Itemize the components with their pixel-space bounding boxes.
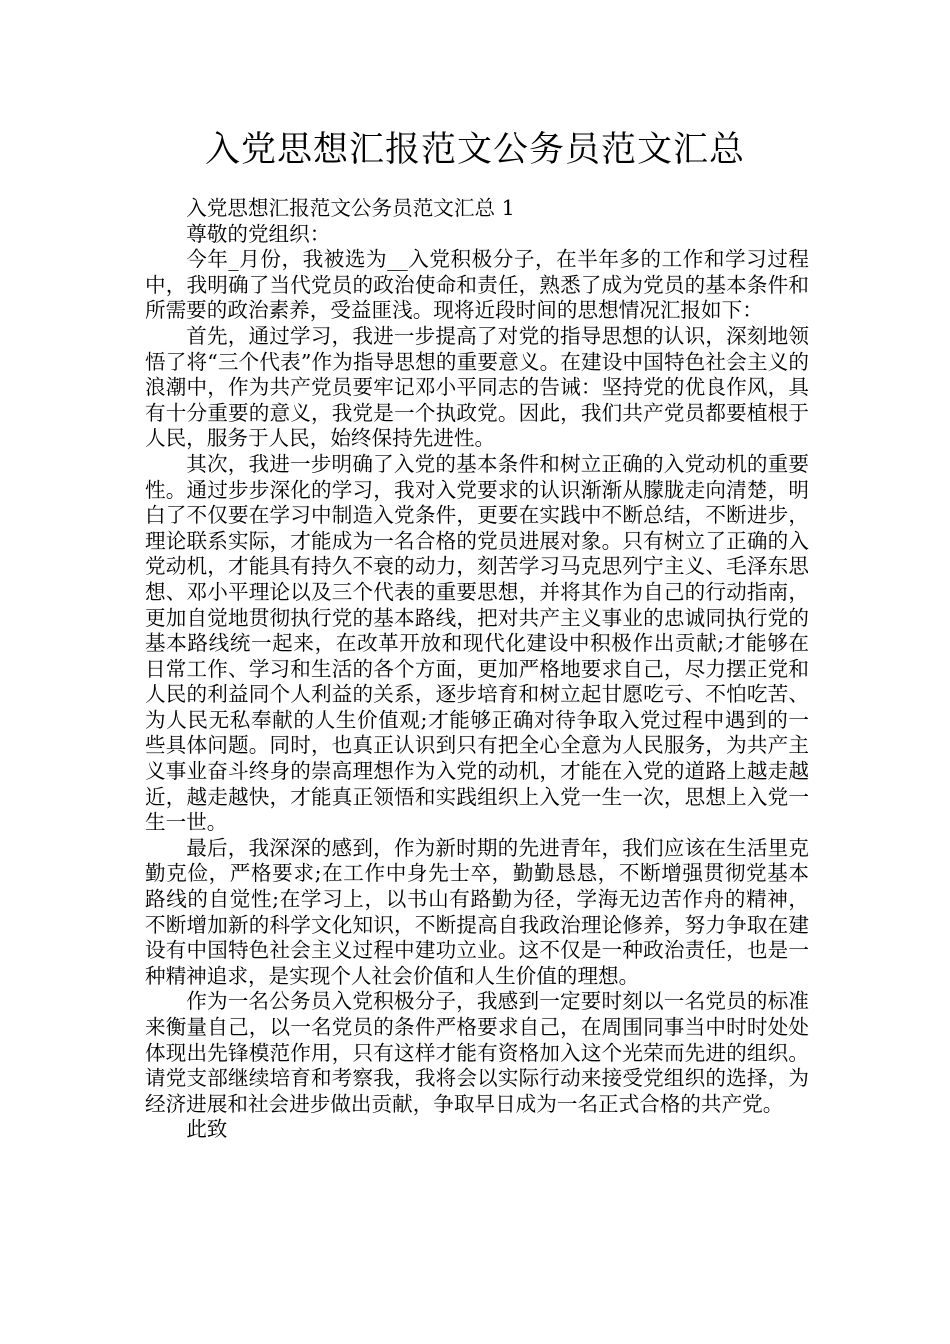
paragraph-2: 首先，通过学习，我进一步提高了对党的指导思想的认识，深刻地领悟了将“三个代表”作为指导思想的重要意义。在建设中国特色社会主义的浪潮中，作为共产党员要牢记邓小平同志的告诫：坚持党的优良作风，具有十分重要的意义，我党是一个执政党。因此，我们共产党员都要植根于人民，服务于人民，始终保持先进性。: [145, 323, 809, 451]
subtitle-line: 入党思想汇报范文公务员范文汇总 1: [186, 196, 515, 220]
paragraph-1: 今年_月份，我被选为__入党积极分子，在半年多的工作和学习过程中，我明确了当代党员的政治使命和责任，熟悉了成为党员的基本条件和所需要的政治素养，受益匪浅。现将近段时间的思想情况汇报如下：: [145, 247, 809, 323]
paragraph-4: 最后，我深深的感到，作为新时期的先进青年，我们应该在生活里克勤克俭，严格要求;在工作中身先士卒，勤勤恳恳，不断增强贯彻党基本路线的自觉性;在学习上，以书山有路勤为径，学海无边苦作舟的精神，不断增加新的科学文化知识，不断提高自我政治理论修养，努力争取在建设有中国特色社会主义过程中建功立业。这不仅是一种政治责任，也是一种精神追求，是实现个人社会价值和人生价值的理想。: [145, 835, 809, 988]
document-title: 入党思想汇报范文公务员范文汇总: [204, 130, 745, 170]
salutation: 尊敬的党组织：: [186, 221, 331, 246]
document-body: [145, 196, 809, 1143]
paragraph-3: 其次，我进一步明确了入党的基本条件和树立正确的入党动机的重要性。通过步步深化的学习，我对入党要求的认识渐渐从朦胧走向清楚，明白了不仅要在学习中制造入党条件，更要在实践中不断总结，不断进步，理论联系实际，才能成为一名合格的党员进展对象。只有树立了正确的入党动机，才能具有持久不衰的动力，刻苦学习马克思列宁主义、毛泽东思想、邓小平理论以及三个代表的重要思想，并将其作为自己的行动指南，更加自觉地贯彻执行党的基本路线，把对共产主义事业的忠诚同执行党的基本路线统一起来，在改革开放和现代化建设中积极作出贡献;才能够在日常工作、学习和生活的各个方面，更加严格地要求自己，尽力摆正党和人民的利益同个人利益的关系，逐步培育和树立起甘愿吃亏、不怕吃苦、为人民无私奉献的人生价值观;才能够正确对待争取入党过程中遇到的一些具体问题。同时，也真正认识到只有把全心全意为人民服务，为共产主义事业奋斗终身的崇高理想作为入党的动机，才能在入党的道路上越走越近，越走越快，才能真正领悟和实践组织上入党一生一次，思想上入党一生一世。: [145, 451, 809, 835]
paragraph-5: 作为一名公务员入党积极分子，我感到一定要时刻以一名党员的标准来衡量自己，以一名党员的条件严格要求自己，在周围同事当中时时处处体现出先锋模范作用，只有这样才能有资格加入这个光荣而先进的组织。请党支部继续培育和考察我，我将会以实际行动来接受党组织的选择，为经济进展和社会进步做出贡献，争取早日成为一名正式合格的共产党。: [145, 989, 809, 1116]
closing-line: 此致: [186, 1117, 228, 1142]
